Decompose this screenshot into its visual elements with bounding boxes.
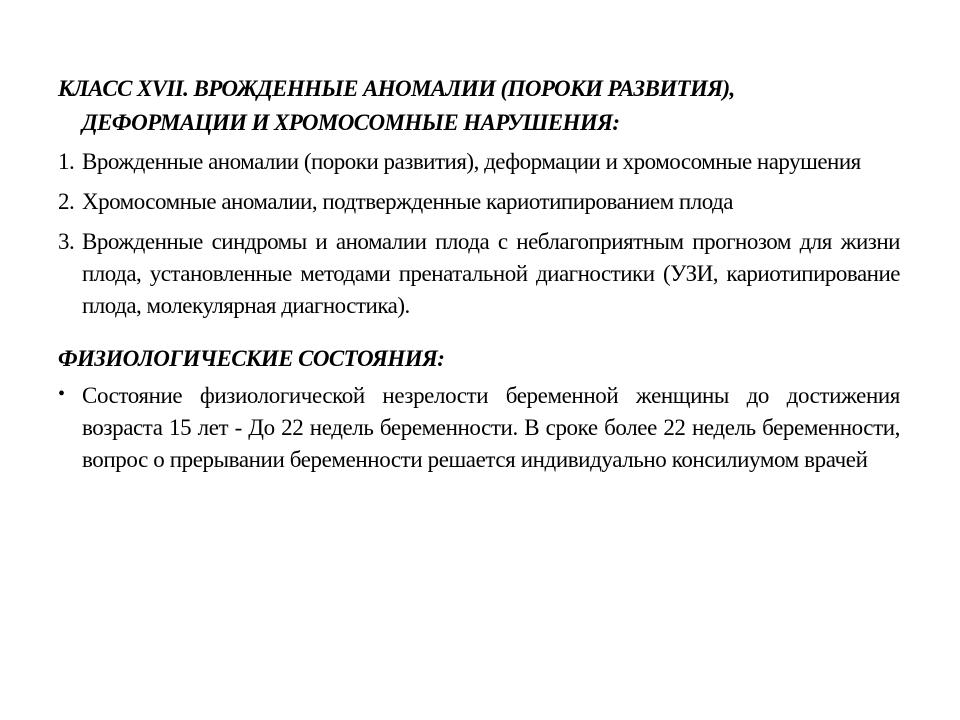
bullet-list xyxy=(58,380,900,476)
heading-line-1: КЛАСС XVII. ВРОЖДЕННЫЕ АНОМАЛИИ (ПОРОКИ РАЗВИТИЯ), xyxy=(58,76,735,101)
list-number: 3. xyxy=(58,229,75,254)
list-number: 1. xyxy=(58,149,75,174)
section-heading-congenital-anomalies xyxy=(58,72,900,140)
section-heading-physiological-states: ФИЗИОЛОГИЧЕСКИЕ СОСТОЯНИЯ: xyxy=(58,346,445,371)
heading-line-2: ДЕФОРМАЦИИ И ХРОМОСОМНЫЕ НАРУШЕНИЯ: xyxy=(82,110,620,135)
list-item xyxy=(58,380,900,476)
list-item-text: Врожденные синдромы и аномалии плода с неблагоприятным прогнозом для жизни плода, установленные методами пренатальной диагностики (УЗИ, кариотипирование плода, молекулярная диагностика). xyxy=(82,229,900,318)
bullet-icon: • xyxy=(58,383,65,405)
numbered-list xyxy=(58,146,900,322)
list-item-text: Хромосомные аномалии, подтвержденные кариотипированием плода xyxy=(82,189,733,214)
physiological-states-section xyxy=(58,342,900,476)
list-item-text: Состояние физиологической незрелости беременной женщины до достижения возраста 15 лет - До 22 недель беременности. В сроке более 22 недель беременности, вопрос о прерывании беременности решается индивидуально консилиумом врачей xyxy=(82,383,900,472)
slide-content xyxy=(58,72,900,476)
list-item xyxy=(58,186,900,218)
list-item xyxy=(58,146,900,178)
list-item-text: Врожденные аномалии (пороки развития), деформации и хромосомные нарушения xyxy=(82,149,861,174)
list-number: 2. xyxy=(58,189,75,214)
list-item xyxy=(58,226,900,322)
